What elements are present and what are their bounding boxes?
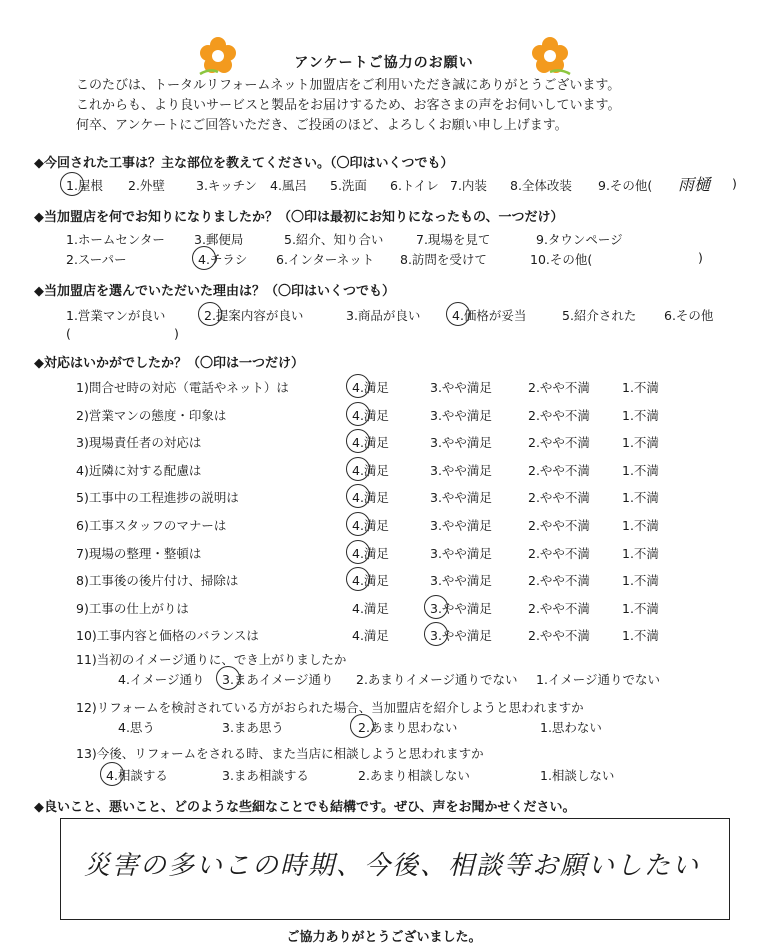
- selection-circle: [346, 374, 370, 398]
- q4-row-label: 4)近隣に対する配慮は: [76, 462, 202, 478]
- q2-option-saw-site[interactable]: 7.現場を見て: [416, 232, 491, 247]
- q1-other-handwritten: 雨樋: [678, 175, 711, 194]
- q2-option-home-center[interactable]: 1.ホームセンター: [66, 232, 165, 247]
- q4-row-label: 9)工事の仕上がりは: [76, 600, 189, 616]
- q4-row-option[interactable]: 4.満足: [352, 490, 389, 506]
- q3-option-referred[interactable]: 5.紹介された: [562, 308, 637, 323]
- selection-circle: [192, 246, 216, 270]
- q2-option-other[interactable]: 10.その他(: [530, 252, 593, 267]
- q4-row-label: 2)営業マンの態度・印象は: [76, 407, 227, 423]
- q1-other-close-paren: ): [732, 176, 737, 191]
- q4-row-option[interactable]: 3.やや満足: [430, 628, 492, 644]
- q4-row-option[interactable]: 3.やや満足: [430, 462, 492, 478]
- q11-option-2[interactable]: 2.あまりイメージ通りでない: [356, 672, 518, 687]
- q2-option-internet[interactable]: 6.インターネット: [276, 252, 375, 267]
- q4-row-label: 7)現場の整理・整頓は: [76, 545, 202, 561]
- q2-option-visit[interactable]: 8.訪問を受けて: [400, 252, 487, 267]
- q4-row-option[interactable]: 1.不満: [622, 435, 659, 451]
- q4-row-option[interactable]: 1.不満: [622, 407, 659, 423]
- q4-row-option[interactable]: 4.満足: [352, 573, 389, 589]
- q4-row-option[interactable]: 1.不満: [622, 573, 659, 589]
- q2-option-post-office[interactable]: 3.郵便局: [194, 232, 244, 247]
- q4-row-label: 3)現場責任者の対応は: [76, 435, 202, 451]
- q4-row-option[interactable]: 4.満足: [352, 407, 389, 423]
- q14-label: ◆良いこと、悪いこと、どのような些細なことでも結構です。ぜひ、声をお聞かせください。: [34, 800, 576, 815]
- q4-row-option[interactable]: 1.不満: [622, 462, 659, 478]
- q4-row-option[interactable]: 2.やや不満: [528, 435, 590, 451]
- q2-label: ◆当加盟店を何でお知りになりましたか？（〇印は最初にお知りになったもの、一つだけ）: [34, 210, 564, 225]
- q4-row-label: 8)工事後の後片付け、掃除は: [76, 573, 239, 589]
- selection-circle: [100, 762, 124, 786]
- q4-row-option[interactable]: 3.やや満足: [430, 518, 492, 533]
- q4-row-option[interactable]: 3.やや満足: [430, 545, 492, 561]
- q4-row-option[interactable]: 4.満足: [352, 435, 389, 451]
- selection-circle: [198, 302, 222, 326]
- q3-option-product-good[interactable]: 3.商品が良い: [346, 308, 421, 323]
- q13-label: 13)今後、リフォームをされる時、また当店に相談しようと思われますか: [76, 746, 484, 761]
- q4-row-option[interactable]: 4.満足: [352, 380, 389, 395]
- q12-option-3[interactable]: 3.まあ思う: [222, 720, 284, 735]
- intro-line-2: これからも、より良いサービスと製品をお届けするため、お客さまの声をお伺いしています。: [76, 98, 621, 113]
- q4-row-option[interactable]: 3.やや満足: [430, 435, 492, 451]
- q13-option-1[interactable]: 1.相談しない: [540, 768, 615, 783]
- q13-option-2[interactable]: 2.あまり相談しない: [358, 768, 470, 783]
- q4-row-option[interactable]: 2.やや不満: [528, 573, 590, 589]
- q12-option-2[interactable]: 2.あまり思わない: [358, 720, 458, 735]
- q12-option-4[interactable]: 4.思う: [118, 720, 155, 735]
- q4-row-option[interactable]: 4.満足: [352, 600, 389, 616]
- selection-circle: [424, 595, 448, 619]
- q1-option-kitchen[interactable]: 3.キッチン: [196, 178, 258, 193]
- q1-option-other[interactable]: 9.その他(: [598, 178, 653, 193]
- selection-circle: [346, 512, 370, 536]
- q3-option-proposal-good[interactable]: 2.提案内容が良い: [204, 308, 304, 323]
- q4-row-option[interactable]: 3.やや満足: [430, 573, 492, 589]
- q4-row-label: 10)工事内容と価格のバランスは: [76, 628, 259, 644]
- q4-row-option[interactable]: 2.やや不満: [528, 407, 590, 423]
- q1-label: ◆今回された工事は？主な部位を教えてください。（〇印はいくつでも）: [34, 156, 454, 171]
- q4-row-option[interactable]: 3.やや満足: [430, 407, 492, 423]
- q12-option-1[interactable]: 1.思わない: [540, 720, 602, 735]
- selection-circle: [346, 402, 370, 426]
- q4-row-option[interactable]: 1.不満: [622, 628, 659, 644]
- q4-row-option[interactable]: 2.やや不満: [528, 545, 590, 561]
- q4-row-option[interactable]: 2.やや不満: [528, 518, 590, 533]
- intro-line-3: 何卒、アンケートにご回答いただき、ご投函のほど、よろしくお願い申し上げます。: [76, 118, 568, 133]
- q4-row-option[interactable]: 1.不満: [622, 518, 659, 533]
- intro-line-1: このたびは、トータルリフォームネット加盟店をご利用いただき誠にありがとうございます。: [76, 78, 621, 93]
- selection-circle: [346, 540, 370, 564]
- q3-option-sales-good[interactable]: 1.営業マンが良い: [66, 308, 166, 323]
- q13-option-4[interactable]: 4.相談する: [106, 768, 168, 783]
- q1-option-roof[interactable]: 1.屋根: [66, 178, 103, 193]
- q11-option-3[interactable]: 3.まあイメージ通り: [222, 672, 334, 687]
- q12-label: 12)リフォームを検討されている方がおられた場合、当加盟店を紹介しようと思われますか: [76, 700, 584, 715]
- q4-row-option[interactable]: 1.不満: [622, 545, 659, 561]
- q4-row-label: 1)問合せ時の対応（電話やネット）は: [76, 380, 289, 395]
- q11-option-1[interactable]: 1.イメージ通りでない: [536, 672, 661, 687]
- q1-option-interior[interactable]: 7.内装: [450, 178, 487, 193]
- q4-row-option[interactable]: 2.やや不満: [528, 380, 590, 395]
- q2-option-flyer[interactable]: 4.チラシ: [198, 252, 248, 267]
- selection-circle: [216, 666, 240, 690]
- q4-row-option[interactable]: 4.満足: [352, 518, 389, 533]
- q13-option-3[interactable]: 3.まあ相談する: [222, 768, 309, 783]
- q4-label: ◆対応はいかがでしたか？（〇印は一つだけ）: [34, 356, 304, 371]
- q3-other-open-paren: (: [66, 326, 71, 341]
- page-title: アンケートご協力のお願い: [294, 55, 474, 71]
- q4-row-option[interactable]: 1.不満: [622, 380, 659, 395]
- q4-row-option[interactable]: 2.やや不満: [528, 600, 590, 616]
- q2-option-town-page[interactable]: 9.タウンページ: [536, 232, 623, 247]
- q2-option-supermarket[interactable]: 2.スーパー: [66, 252, 127, 267]
- comment-handwritten-text: 災害の多いこの時期、今後、相談等お願いしたい: [84, 851, 701, 881]
- q4-row-option[interactable]: 4.満足: [352, 545, 389, 561]
- q4-row-option[interactable]: 3.やや満足: [430, 380, 492, 395]
- selection-circle: [346, 457, 370, 481]
- q4-row-option[interactable]: 2.やや不満: [528, 490, 590, 506]
- selection-circle: [350, 714, 374, 738]
- thanks-message: ご協力ありがとうございました。: [286, 930, 482, 945]
- q1-option-bath[interactable]: 4.風呂: [270, 178, 307, 193]
- selection-circle: [60, 172, 84, 196]
- q3-label: ◆当加盟店を選んでいただいた理由は？（〇印はいくつでも）: [34, 284, 395, 299]
- q4-row-option[interactable]: 1.不満: [622, 600, 659, 616]
- q4-row-option[interactable]: 3.やや満足: [430, 600, 492, 616]
- q3-other-close-paren: ): [174, 326, 179, 341]
- q11-label: 11)当初のイメージ通りに、でき上がりましたか: [76, 652, 347, 667]
- q2-other-close-paren: ): [698, 250, 703, 265]
- q4-row-option[interactable]: 2.やや不満: [528, 628, 590, 644]
- q3-option-price-fair[interactable]: 4.価格が妥当: [452, 308, 527, 323]
- q4-row-option[interactable]: 3.やや満足: [430, 490, 492, 506]
- q1-option-washroom[interactable]: 5.洗面: [330, 178, 367, 193]
- q4-row-label: 5)工事中の工程進捗の説明は: [76, 490, 239, 506]
- q4-row-option[interactable]: 4.満足: [352, 462, 389, 478]
- q1-option-full-renovation[interactable]: 8.全体改装: [510, 178, 572, 193]
- q1-option-toilet[interactable]: 6.トイレ: [390, 178, 439, 193]
- q4-row-option[interactable]: 2.やや不満: [528, 462, 590, 478]
- selection-circle: [346, 429, 370, 453]
- selection-circle: [346, 567, 370, 591]
- q2-option-referral[interactable]: 5.紹介、知り合い: [284, 232, 384, 247]
- q4-row-option[interactable]: 4.満足: [352, 628, 389, 644]
- selection-circle: [446, 302, 470, 326]
- q4-row-label: 6)工事スタッフのマナーは: [76, 518, 227, 533]
- q4-row-option[interactable]: 1.不満: [622, 490, 659, 506]
- q3-option-other[interactable]: 6.その他: [664, 308, 714, 323]
- q11-option-4[interactable]: 4.イメージ通り: [118, 672, 205, 687]
- q1-option-wall[interactable]: 2.外壁: [128, 178, 165, 193]
